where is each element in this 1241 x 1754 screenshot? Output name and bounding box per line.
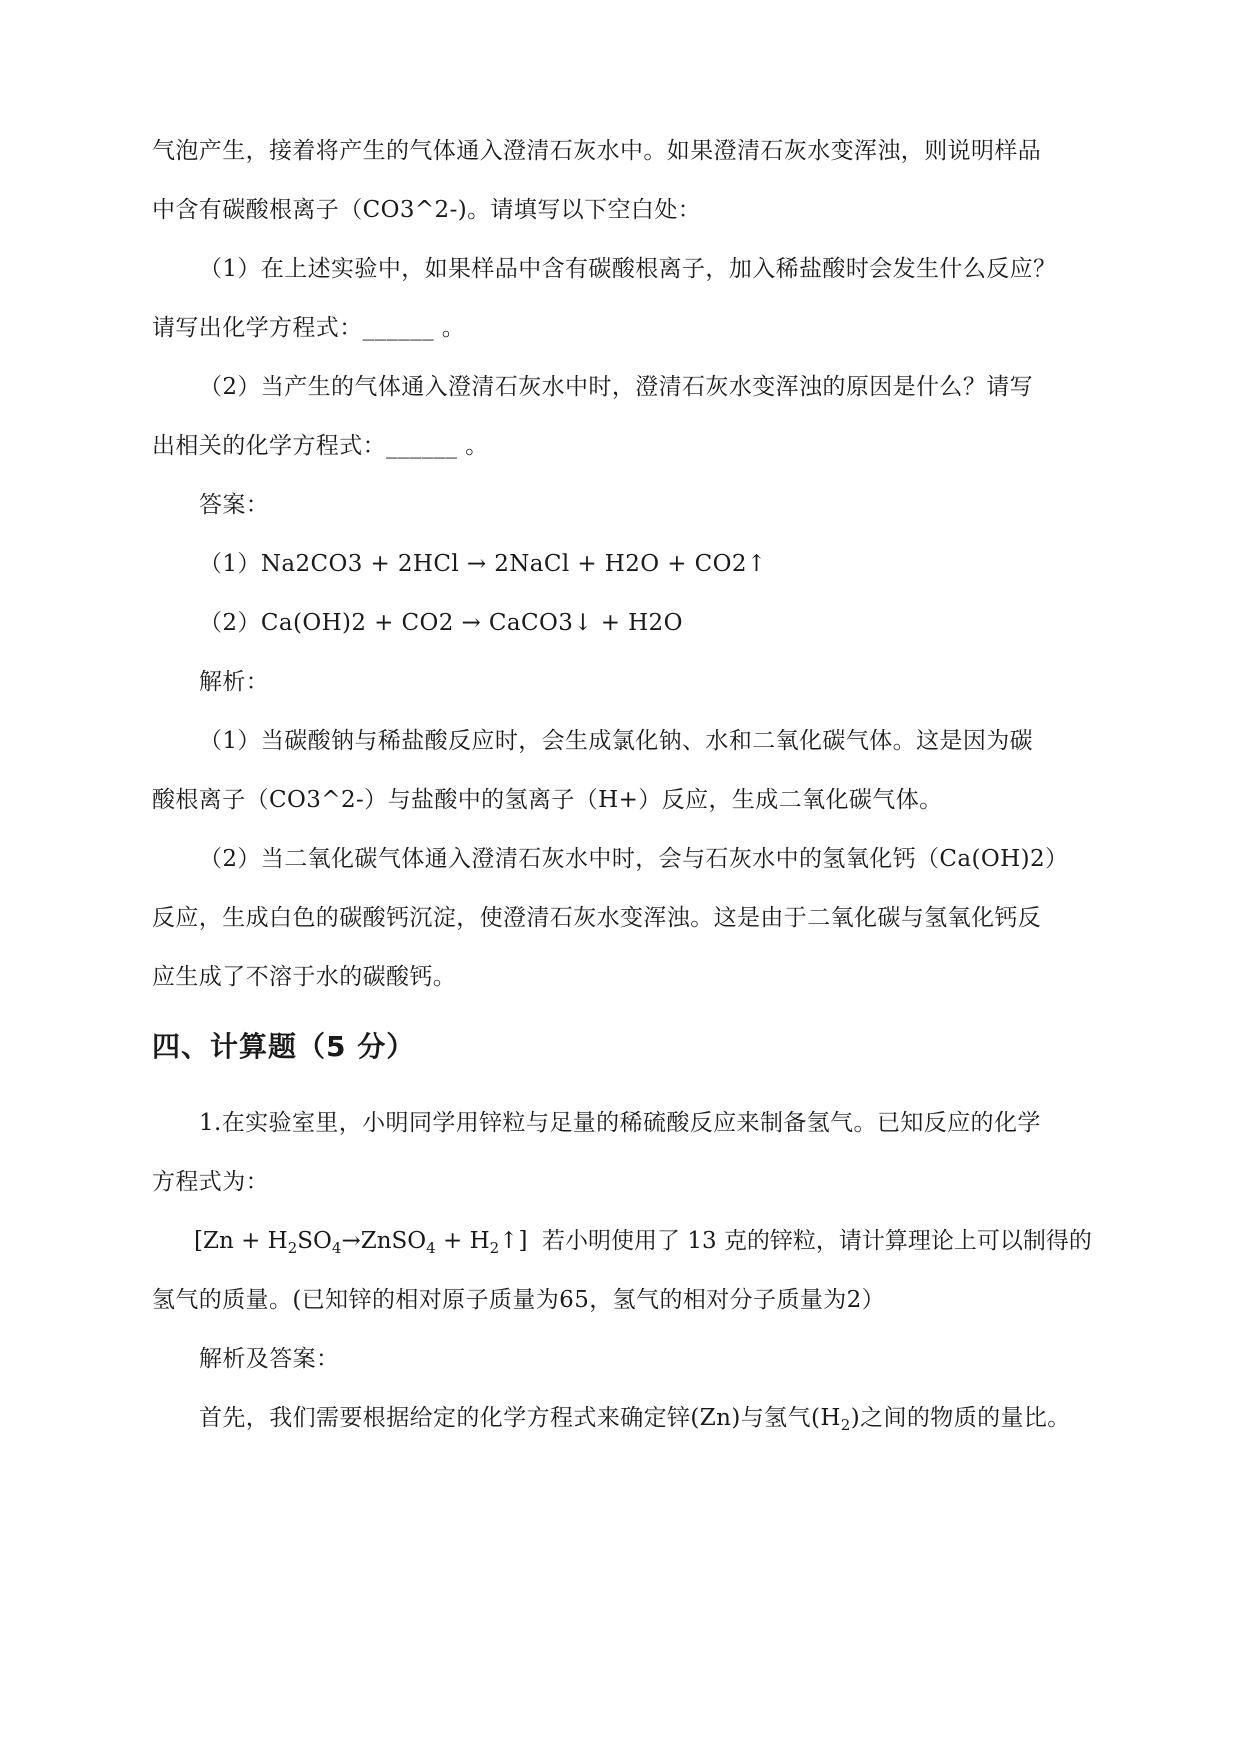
formula-mid-1: SO: [297, 1228, 332, 1254]
calc-question-line-2: 方程式为：: [152, 1169, 269, 1195]
solution-text-2: )之间的物质的量比。: [850, 1405, 1071, 1431]
question-2-line: （2）当产生的气体通入澄清石灰水中时，澄清石灰水变浑浊的原因是什么？请写: [199, 374, 1034, 400]
solution-text-1: 首先，我们需要根据给定的化学方程式来确定锌(Zn)与氢气(H: [199, 1405, 841, 1431]
text-line-1: 气泡产生，接着将产生的气体通入澄清石灰水中。如果澄清石灰水变浑浊，则说明样品: [152, 138, 1042, 164]
question-1-line: （1）在上述实验中，如果样品中含有碳酸根离子，加入稀盐酸时会发生什么反应？: [199, 256, 1057, 282]
answer-2-equation: （2）Ca(OH)2 + CO2 → CaCO3↓ + H2O: [199, 610, 683, 636]
calc-question-line-1: 1.在实验室里，小明同学用锌粒与足量的稀硫酸反应来制备氢气。已知反应的化学: [199, 1110, 1041, 1136]
question-2-blank-line: 出相关的化学方程式：______ 。: [152, 433, 489, 459]
formula-mid-2: →ZnSO: [341, 1228, 427, 1254]
formula-after-text: 若小明使用了 13 克的锌粒，请计算理论上可以制得的: [542, 1228, 1092, 1254]
formula-sub-2: 4: [331, 1239, 342, 1257]
question-1-blank-line: 请写出化学方程式：______ 。: [152, 315, 466, 341]
analysis-label: 解析：: [199, 669, 270, 695]
analysis-2-line-1: （2）当二氧化碳气体通入澄清石灰水中时，会与石灰水中的氢氧化钙（Ca(OH)2）: [199, 846, 1069, 872]
text-line-2: 中含有碳酸根离子（CO3^2-)。请填写以下空白处：: [152, 197, 702, 223]
answer-label: 答案：: [199, 492, 270, 518]
solution-first-line: [199, 1403, 1139, 1433]
analysis-1-line-1: （1）当碳酸钠与稀盐酸反应时，会生成氯化钠、水和二氧化碳气体。这是因为碳: [199, 728, 1034, 754]
formula-sub-3: 4: [426, 1239, 436, 1257]
formula-close: ↑]: [499, 1228, 528, 1254]
formula-sub-1: 2: [287, 1239, 298, 1257]
section-heading: 四、计算题（5 分）: [152, 1030, 416, 1063]
calc-question-line-4: 氢气的质量。(已知锌的相对原子质量为65，氢气的相对分子质量为2）: [152, 1287, 886, 1313]
formula-open: [Zn + H: [194, 1228, 288, 1254]
chemical-equation-line: [194, 1226, 1092, 1256]
answer-1-equation: （1）Na2CO3 + 2HCl → 2NaCl + H2O + CO2↑: [199, 551, 767, 577]
analysis-2-line-2: 反应，生成白色的碳酸钙沉淀，使澄清石灰水变浑浊。这是由于二氧化碳与氢氧化钙反: [152, 905, 1042, 931]
solution-sub: 2: [840, 1416, 851, 1434]
analysis-2-line-3: 应生成了不溶于水的碳酸钙。: [152, 964, 457, 990]
formula-sub-4: 2: [489, 1239, 500, 1257]
formula-mid-3: + H: [435, 1228, 490, 1254]
solution-label: 解析及答案：: [199, 1346, 340, 1372]
analysis-1-line-2: 酸根离子（CO3^2-）与盐酸中的氢离子（H+）反应，生成二氧化碳气体。: [152, 787, 943, 813]
